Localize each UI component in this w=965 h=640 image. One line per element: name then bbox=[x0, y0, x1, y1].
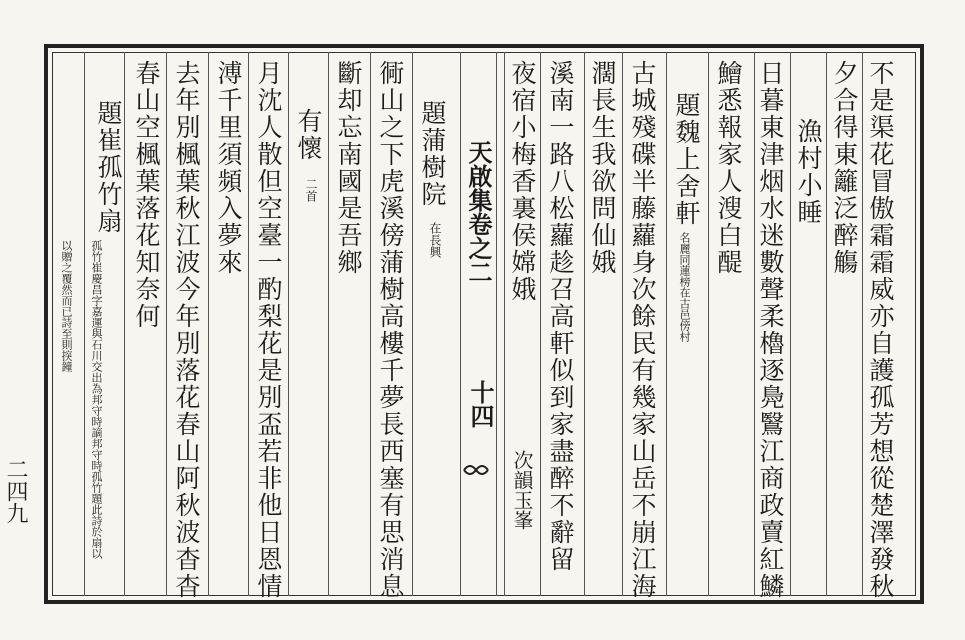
column-rule bbox=[622, 52, 623, 596]
poem-annotation: 以贈之覆然而已詩至則揬鐘 bbox=[60, 240, 73, 372]
poem-title: 題蒲樹院 bbox=[418, 100, 447, 208]
column-rule bbox=[288, 52, 289, 596]
column-rule bbox=[666, 52, 667, 596]
column-rule bbox=[248, 52, 249, 596]
verse-column: 去年別楓葉秋江波今年別落花春山阿秋波杳杳 bbox=[172, 60, 201, 600]
verse-column: 春山空楓葉落花知奈何 bbox=[132, 60, 161, 330]
verse-column: 斷却忘南國是吾鄉 bbox=[334, 60, 363, 276]
column-rule bbox=[166, 52, 167, 596]
column-rule bbox=[504, 52, 505, 596]
author-note: 次韻玉峯 bbox=[510, 450, 534, 530]
column-rule bbox=[708, 52, 709, 596]
column-rule bbox=[584, 52, 585, 596]
column-rule bbox=[84, 52, 85, 596]
verse-column: 溥千里須頻入夢來 bbox=[214, 60, 243, 276]
column-rule bbox=[460, 52, 461, 596]
page-number: 二四九 bbox=[3, 458, 28, 524]
title-annotation: 在長興 bbox=[428, 222, 442, 258]
fold-ornament-icon bbox=[462, 462, 490, 478]
column-rule bbox=[328, 52, 329, 596]
verse-column: 古城殘碟半藤蘿身次餘民有幾家山岳不崩江海 bbox=[628, 60, 657, 600]
column-rule bbox=[540, 52, 541, 596]
column-rule bbox=[370, 52, 371, 596]
title-annotation: 二首 bbox=[304, 178, 318, 202]
column-rule bbox=[754, 52, 755, 596]
poem-annotation: 孤竹崔慶昌字嘉運與石川交出為邦守時謫邦守時孤竹題此詩於扇以 bbox=[90, 240, 103, 559]
column-rule bbox=[790, 52, 791, 596]
verse-column: 夕合得東籬泛醉觴 bbox=[830, 60, 859, 276]
verse-column: 日暮東津烟水迷數聲柔櫓逐鳧鷖江商政賣紅鱗 bbox=[756, 60, 785, 600]
verse-column: 衕山之下虎溪傍蒲樹高樓千夢長西塞有思消息 bbox=[376, 60, 405, 600]
poem-title: 題魏上舍軒 bbox=[672, 92, 701, 227]
column-rule bbox=[412, 52, 413, 596]
column-rule bbox=[208, 52, 209, 596]
poem-title: 有懷 bbox=[294, 108, 323, 162]
verse-column: 不是渠花冒傲霜霜威亦自護孤芳想從楚澤發秋 bbox=[866, 60, 895, 600]
poem-title: 題崔孤竹扇 bbox=[94, 100, 123, 235]
column-rule bbox=[124, 52, 125, 596]
column-rule bbox=[826, 52, 827, 596]
poem-title: 漁村小睡 bbox=[794, 118, 823, 226]
title-annotation: 名麗同蓮榜在古邑傍村 bbox=[678, 232, 691, 342]
verse-column: 鱠悉報家人溲白醍 bbox=[714, 60, 743, 276]
verse-column: 溪南一路八松蘿趁召高軒似到家盡醉不辭留 bbox=[546, 60, 575, 573]
column-rule bbox=[862, 52, 863, 596]
center-rule bbox=[496, 52, 497, 596]
center-header: 天啟集卷之二 bbox=[464, 140, 493, 284]
verse-column: 濶長生我欲問仙娥 bbox=[588, 60, 617, 276]
verse-column: 夜宿小梅香裏侯嫦娥 bbox=[508, 60, 537, 303]
leaf-number: 十四 bbox=[466, 380, 495, 428]
verse-column: 月沈人散但空臺一酌梨花是別盃若非他日恩情 bbox=[254, 60, 283, 600]
